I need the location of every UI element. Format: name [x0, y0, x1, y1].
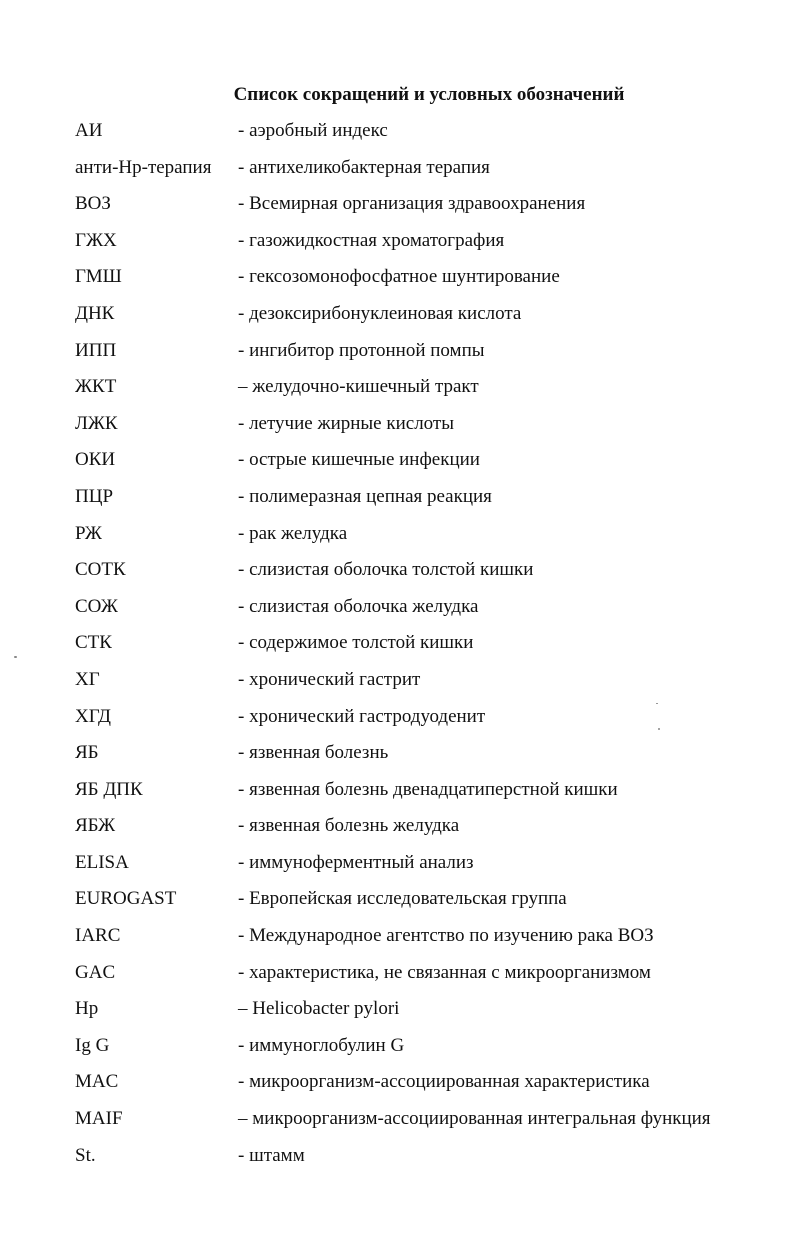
- abbreviation-row: [0, 885, 793, 922]
- abbreviation-definition: - Европейская исследовательская группа: [238, 888, 567, 910]
- abbreviation-definition: – желудочно-кишечный тракт: [238, 376, 479, 398]
- abbreviation-row: [0, 812, 793, 849]
- abbreviation-definition: - слизистая оболочка желудка: [238, 595, 479, 617]
- abbreviation-term: MAIF: [75, 1108, 123, 1130]
- abbreviation-term: ЖКТ: [75, 376, 117, 398]
- abbreviation-definition: - хронический гастродуоденит: [238, 705, 486, 727]
- abbreviation-term: ХГ: [75, 668, 100, 690]
- abbreviation-definition: - полимеразная цепная реакция: [238, 485, 492, 507]
- abbreviation-term: ЯБ: [75, 742, 99, 764]
- abbreviation-term: ХГД: [75, 705, 111, 727]
- abbreviation-row: [0, 629, 793, 666]
- abbreviation-term: GAC: [75, 961, 116, 983]
- scan-speck: [656, 703, 658, 704]
- abbreviation-term: EUROGAST: [75, 888, 177, 910]
- abbreviation-term: ЛЖК: [75, 412, 118, 434]
- abbreviation-definition: - содержимое толстой кишки: [238, 632, 474, 654]
- abbreviation-term: ЯБЖ: [75, 815, 116, 837]
- abbreviation-definition: - газожидкостная хроматография: [238, 229, 505, 251]
- abbreviation-definition: - микроорганизм-ассоциированная характеристика: [238, 1071, 650, 1093]
- abbreviation-definition: - рак желудка: [238, 522, 348, 544]
- abbreviation-row: [0, 556, 793, 593]
- abbreviation-term: анти-Нр-терапия: [75, 156, 212, 178]
- abbreviation-list: [0, 117, 793, 1178]
- abbreviation-term: Ig G: [75, 1034, 110, 1056]
- abbreviation-definition: - хронический гастрит: [238, 668, 421, 690]
- abbreviation-row: [0, 1068, 793, 1105]
- abbreviation-term: St.: [75, 1144, 96, 1166]
- abbreviation-row: [0, 995, 793, 1032]
- abbreviation-row: [0, 337, 793, 374]
- abbreviation-term: АИ: [75, 120, 103, 141]
- abbreviation-row: [0, 520, 793, 557]
- abbreviation-definition: - летучие жирные кислоты: [238, 412, 454, 434]
- abbreviation-term: ELISA: [75, 851, 129, 873]
- abbreviation-term: ГЖХ: [75, 229, 117, 251]
- abbreviation-term: ИПП: [75, 339, 117, 361]
- abbreviation-term: РЖ: [75, 522, 102, 544]
- abbreviation-definition: - иммуноферментный анализ: [238, 851, 474, 873]
- abbreviation-row: [0, 227, 793, 264]
- abbreviation-term: IARC: [75, 925, 121, 947]
- abbreviation-definition: - гексозомонофосфатное шунтирование: [238, 266, 560, 288]
- abbreviation-term: MAC: [75, 1071, 119, 1093]
- abbreviation-term: СОЖ: [75, 595, 118, 617]
- abbreviation-term: СТК: [75, 632, 112, 654]
- scan-speck: [14, 656, 17, 658]
- abbreviation-definition: - ингибитор протонной помпы: [238, 339, 485, 361]
- abbreviation-term: ДНК: [75, 302, 115, 324]
- abbreviation-term: ПЦР: [75, 485, 114, 507]
- abbreviation-row: [0, 703, 793, 740]
- abbreviation-row: [0, 300, 793, 337]
- abbreviation-row: [0, 776, 793, 813]
- abbreviation-row: [0, 739, 793, 776]
- abbreviation-definition: - характеристика, не связанная с микроорганизмом: [238, 961, 651, 983]
- abbreviation-row: [0, 117, 793, 154]
- abbreviation-row: [0, 410, 793, 447]
- abbreviation-term: ГМШ: [75, 266, 122, 288]
- abbreviation-definition: - язвенная болезнь двенадцатиперстной кишки: [238, 778, 618, 800]
- abbreviation-row: [0, 922, 793, 959]
- abbreviation-term: ЯБ ДПК: [75, 778, 143, 800]
- scan-speck: [658, 728, 660, 730]
- abbreviation-definition: - иммуноглобулин G: [238, 1034, 405, 1056]
- abbreviation-definition: – Helicobacter pylori: [238, 998, 400, 1020]
- abbreviation-definition: – микроорганизм-ассоциированная интегральная функция: [238, 1108, 711, 1130]
- abbreviation-row: [0, 666, 793, 703]
- abbreviation-row: [0, 959, 793, 996]
- abbreviation-definition: - дезоксирибонуклеиновая кислота: [238, 302, 522, 324]
- abbreviation-definition: - Международное агентство по изучению рака ВОЗ: [238, 925, 654, 947]
- abbreviation-row: [0, 849, 793, 886]
- abbreviation-row: [0, 446, 793, 483]
- abbreviation-row: [0, 1105, 793, 1142]
- abbreviation-row: [0, 1142, 793, 1179]
- abbreviation-term: ВОЗ: [75, 193, 111, 215]
- abbreviation-definition: - язвенная болезнь желудка: [238, 815, 460, 837]
- page-title: Список сокращений и условных обозначений: [233, 84, 625, 105]
- abbreviation-row: [0, 1032, 793, 1069]
- abbreviation-definition: - аэробный индекс: [238, 120, 388, 141]
- abbreviation-definition: - слизистая оболочка толстой кишки: [238, 559, 534, 581]
- abbreviation-row: [0, 154, 793, 191]
- abbreviation-definition: - штамм: [238, 1144, 305, 1166]
- abbreviation-definition: - острые кишечные инфекции: [238, 449, 480, 471]
- abbreviation-term: ОКИ: [75, 449, 116, 471]
- abbreviation-row: [0, 373, 793, 410]
- abbreviation-term: СОТК: [75, 559, 126, 581]
- abbreviation-definition: - язвенная болезнь: [238, 742, 389, 764]
- abbreviation-row: [0, 593, 793, 630]
- abbreviation-row: [0, 263, 793, 300]
- abbreviation-definition: - антихеликобактерная терапия: [238, 156, 490, 178]
- abbreviation-row: [0, 483, 793, 520]
- abbreviation-row: [0, 190, 793, 227]
- abbreviation-definition: - Всемирная организация здравоохранения: [238, 193, 586, 215]
- abbreviation-term: Hp: [75, 998, 99, 1020]
